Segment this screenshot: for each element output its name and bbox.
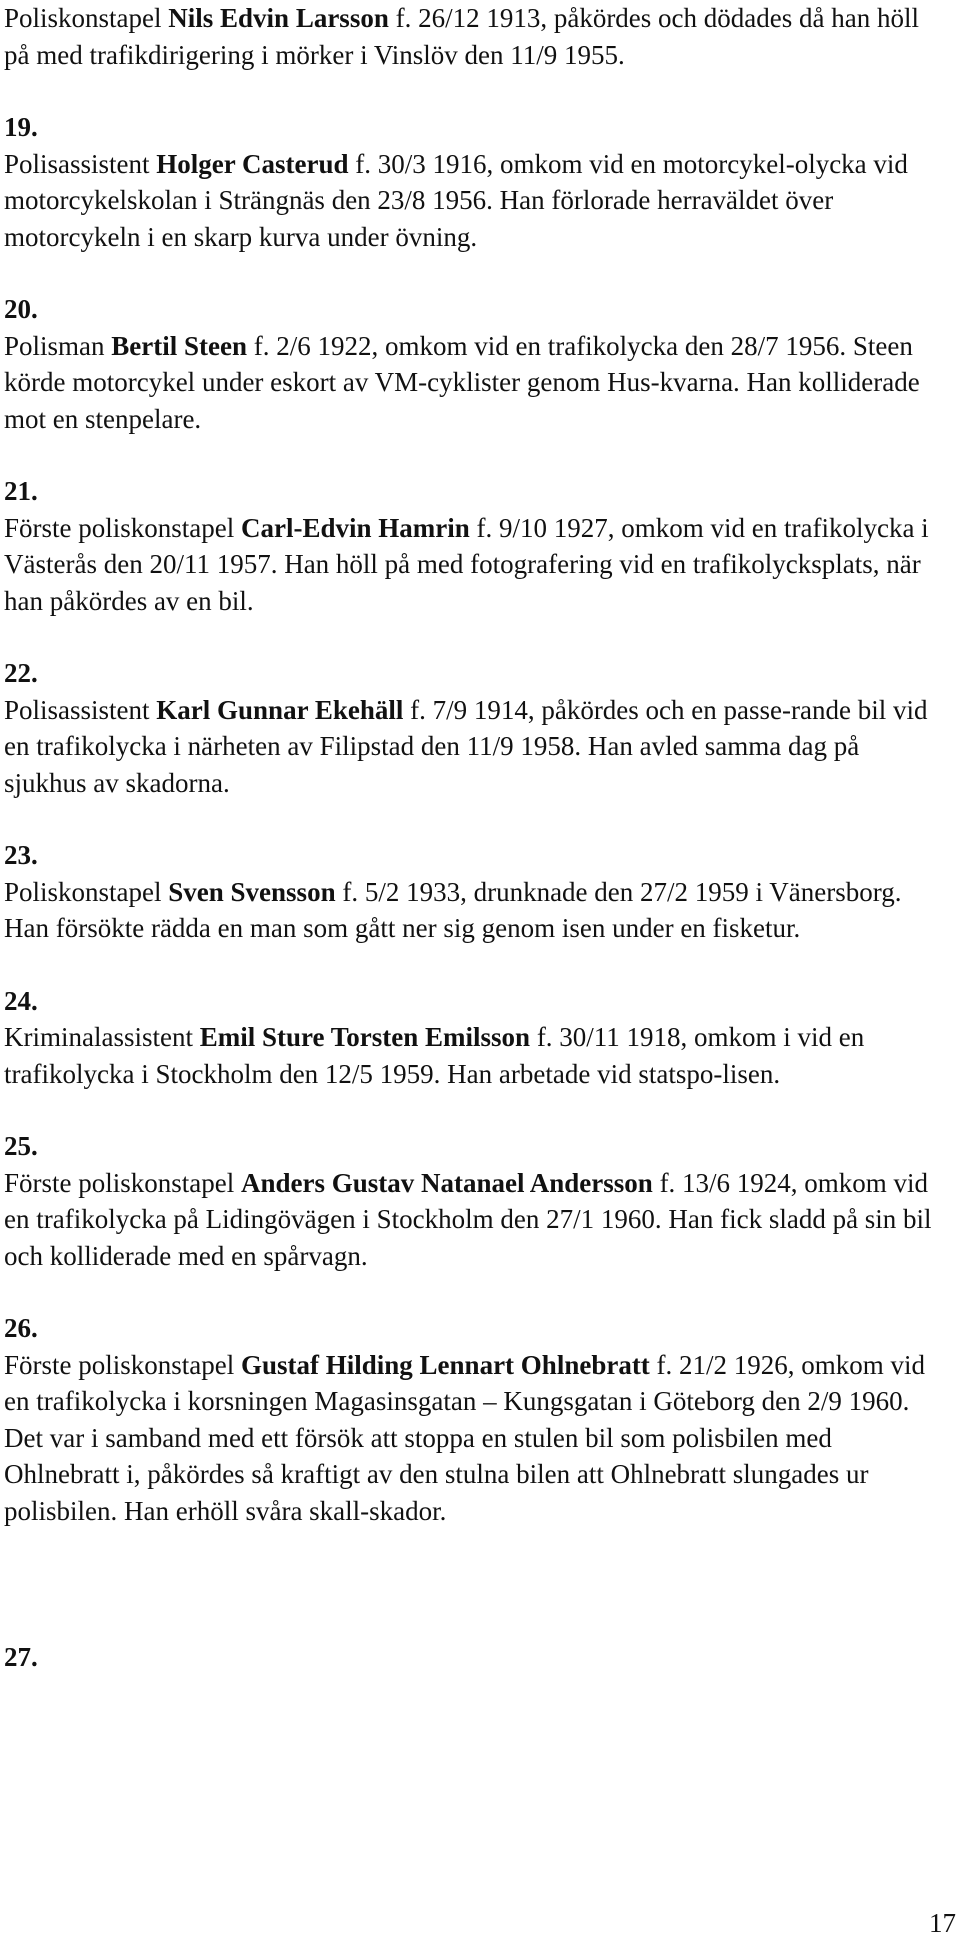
person-name: Holger Casterud <box>156 148 349 179</box>
entry-number: 24. <box>4 985 38 1016</box>
entry-number: 19. <box>4 112 38 142</box>
entry-22 <box>4 655 944 801</box>
entry-text: Poliskonstapel Nils Edvin Larsson f. 26/12 1913, påkördes och dödades då han höll på med trafikdirigering i mörker i Vinslöv den 11/9 1955. <box>4 3 919 70</box>
paragraph-gap <box>4 947 944 983</box>
entry-21 <box>4 473 944 619</box>
entry-number: 20. <box>4 294 38 324</box>
entry-19 <box>4 109 944 255</box>
entry-27 <box>4 1639 944 1676</box>
entry-20 <box>4 291 944 437</box>
person-name: Karl Gunnar Ekehäll <box>156 694 404 725</box>
entry-text: Poliskonstapel Sven Svensson f. 5/2 1933, drunknade den 27/2 1959 i Vänersborg. Han försökte rädda en man som gått ner sig genom isen under en fisketur. <box>4 876 902 943</box>
entry-text: Polisassistent Karl Gunnar Ekehäll f. 7/9 1914, påkördes och en passe-rande bil vid en trafikolycka i närheten av Filipstad den 11/9 1958. Han avled samma dag på sjukhus av skadorna. <box>4 694 928 798</box>
entry-intro <box>4 0 944 73</box>
entry-text: Förste poliskonstapel Gustaf Hilding Lennart Ohlnebratt f. 21/2 1926, omkom vid en trafikolycka i korsningen Magasinsgatan – Kungsgatan i Göteborg den 2/9 1960. Det var i samband med ett försök att stoppa en stulen bil som polisbilen med Ohlnebratt i, påkördes så kraftigt av den stulna bilen att Ohlnebratt slungades ur polisbilen. Han erhöll svåra skall-skador. <box>4 1349 926 1526</box>
person-name: Nils Edvin Larsson <box>168 3 389 33</box>
paragraph-gap <box>4 255 944 291</box>
entry-26 <box>4 1310 944 1529</box>
paragraph-gap <box>4 619 944 655</box>
document-page <box>4 0 944 1676</box>
entry-number: 26. <box>4 1313 38 1343</box>
entry-number: 25. <box>4 1131 38 1161</box>
person-name: Carl-Edvin Hamrin <box>241 512 470 543</box>
paragraph-gap <box>4 1529 944 1639</box>
paragraph-gap <box>4 801 944 837</box>
person-name: Gustaf Hilding Lennart Ohlnebratt <box>241 1349 650 1380</box>
entry-text: Kriminalassistent Emil Sture Torsten Emilsson f. 30/11 1918, omkom i vid en trafikolycka i Stockholm den 12/5 1959. Han arbetade vid statspo-lisen. <box>4 1022 865 1089</box>
entry-23 <box>4 837 944 947</box>
paragraph-gap <box>4 1092 944 1128</box>
paragraph-gap <box>4 73 944 109</box>
paragraph-gap <box>4 437 944 473</box>
entry-number: 27. <box>4 1642 38 1672</box>
entry-24 <box>4 983 944 1093</box>
page-number: 17 <box>929 1908 956 1938</box>
entry-text: Polisman Bertil Steen f. 2/6 1922, omkom vid en trafikolycka den 28/7 1956. Steen körde motorcykel under eskort av VM-cyklister genom Hus-kvarna. Han kolliderade mot en stenpelare. <box>4 330 920 434</box>
entry-number: 22. <box>4 658 38 688</box>
paragraph-gap <box>4 1274 944 1310</box>
entry-text: Polisassistent Holger Casterud f. 30/3 1916, omkom vid en motorcykel-olycka vid motorcykelskolan i Strängnäs den 23/8 1956. Han förlorade herraväldet över motorcykeln i en skarp kurva under övning. <box>4 148 908 252</box>
entry-number: 23. <box>4 840 38 870</box>
person-name: Bertil Steen <box>111 330 247 361</box>
entry-number: 21. <box>4 476 38 506</box>
person-name: Sven Svensson <box>168 876 336 907</box>
person-name: Anders Gustav Natanael Andersson <box>241 1167 653 1198</box>
entry-text: Förste poliskonstapel Carl-Edvin Hamrin f. 9/10 1927, omkom vid en trafikolycka i Västerås den 20/11 1957. Han höll på med fotografering vid en trafikolycksplats, när han påkördes av en bil. <box>4 512 929 616</box>
entry-25 <box>4 1128 944 1274</box>
person-name: Emil Sture Torsten Emilsson <box>199 1022 531 1052</box>
entry-text: Förste poliskonstapel Anders Gustav Natanael Andersson f. 13/6 1924, omkom vid en trafikolycka på Lidingövägen i Stockholm den 27/1 1960. Han fick sladd på sin bil och kolliderade med en spårvagn. <box>4 1167 932 1271</box>
